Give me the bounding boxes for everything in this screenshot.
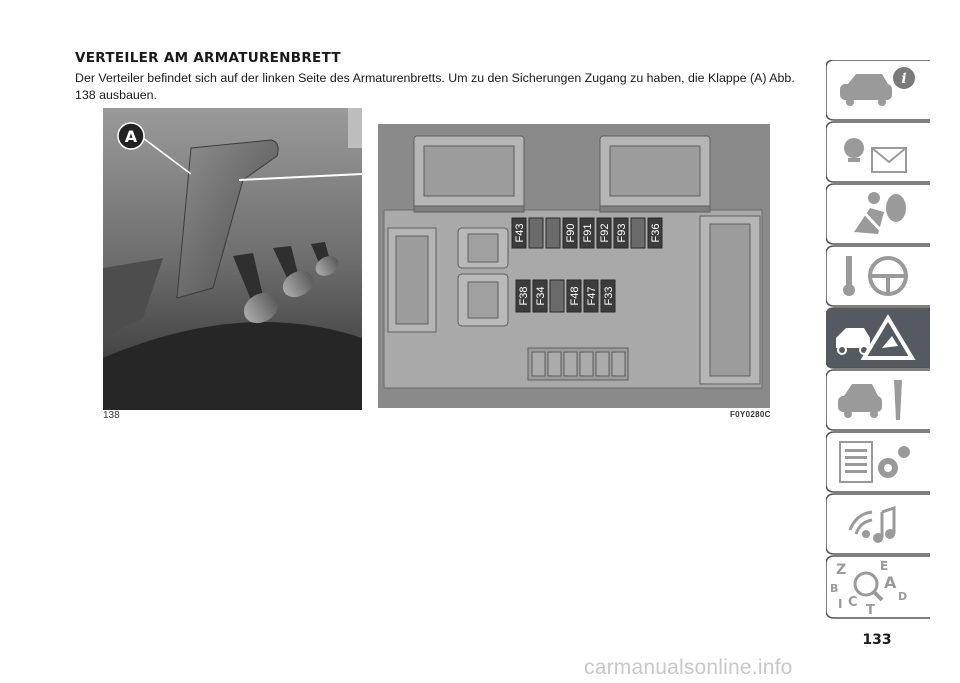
figure-code: F0Y0280C [730, 410, 771, 419]
car-info-icon [840, 67, 915, 106]
section-title: VERTEILER AM ARMATURENBRETT [75, 50, 341, 66]
fuse-row-top [512, 218, 662, 248]
fuse-label: F93 [616, 223, 628, 243]
tab-steering[interactable] [826, 246, 930, 306]
svg-text:A: A [884, 573, 897, 592]
fuse-label: F43 [514, 223, 526, 243]
tab-warning-lights[interactable] [826, 122, 930, 182]
svg-text:i: i [901, 71, 907, 87]
svg-text:E: E [880, 559, 889, 573]
tab-index[interactable] [826, 556, 930, 618]
fuse-label: F34 [535, 286, 547, 306]
fuse-label: F36 [650, 223, 662, 243]
tab-service[interactable] [826, 370, 930, 430]
car-service-icon [838, 380, 902, 420]
fuse-slot-empty [546, 218, 560, 248]
index-icon [830, 559, 907, 618]
fuse-box-diagram [378, 124, 770, 408]
chapter-nav[interactable] [826, 60, 930, 620]
fuse-label: F33 [603, 286, 615, 306]
fuse-label: F91 [582, 223, 594, 243]
svg-text:C: C [848, 595, 858, 610]
fuse-slot-empty [631, 218, 645, 248]
fuse-label: F47 [586, 286, 598, 306]
section-body: Der Verteiler befindet sich auf der linken Seite des Armaturenbretts. Um zu den Sicherungen Zugang zu haben, die Klappe (A) Abb. 138 ausbauen. [75, 71, 795, 102]
fuse-block-bottom [528, 348, 628, 380]
tab-technical[interactable] [826, 432, 930, 492]
fuse-label: F38 [518, 286, 530, 306]
svg-text:Z: Z [836, 562, 847, 578]
svg-text:B: B [830, 582, 839, 595]
technical-data-icon [840, 442, 910, 482]
connector-left [388, 228, 436, 332]
steering-key-icon [843, 256, 906, 296]
airbag-seatbelt-icon [854, 192, 906, 236]
fuse-label: F48 [569, 286, 581, 306]
tab-breakdown[interactable] [826, 308, 930, 368]
tab-airbag[interactable] [826, 184, 930, 244]
callout-a: A [124, 127, 138, 146]
warning-lights-icon [844, 138, 906, 172]
connector-top-left [414, 136, 524, 212]
relay-top [458, 228, 508, 268]
figure-number: 138 [103, 410, 120, 421]
tab-car-info[interactable] [826, 60, 930, 120]
connector-right [700, 216, 760, 384]
svg-text:D: D [898, 590, 908, 603]
page-number: 133 [862, 632, 892, 648]
fuse-label: F92 [599, 223, 611, 243]
connector-top-right [600, 136, 710, 212]
fuse-slot-empty [529, 218, 543, 248]
relay-bottom [458, 274, 508, 326]
multimedia-icon [850, 508, 895, 543]
watermark: carmanualsonline.info [584, 656, 793, 679]
fuse-slot-empty [550, 280, 564, 312]
figure-photo [103, 108, 362, 410]
fuse-label: F90 [565, 223, 577, 243]
svg-text:T: T [866, 603, 875, 618]
svg-text:I: I [838, 597, 843, 611]
tab-multimedia[interactable] [826, 494, 930, 554]
